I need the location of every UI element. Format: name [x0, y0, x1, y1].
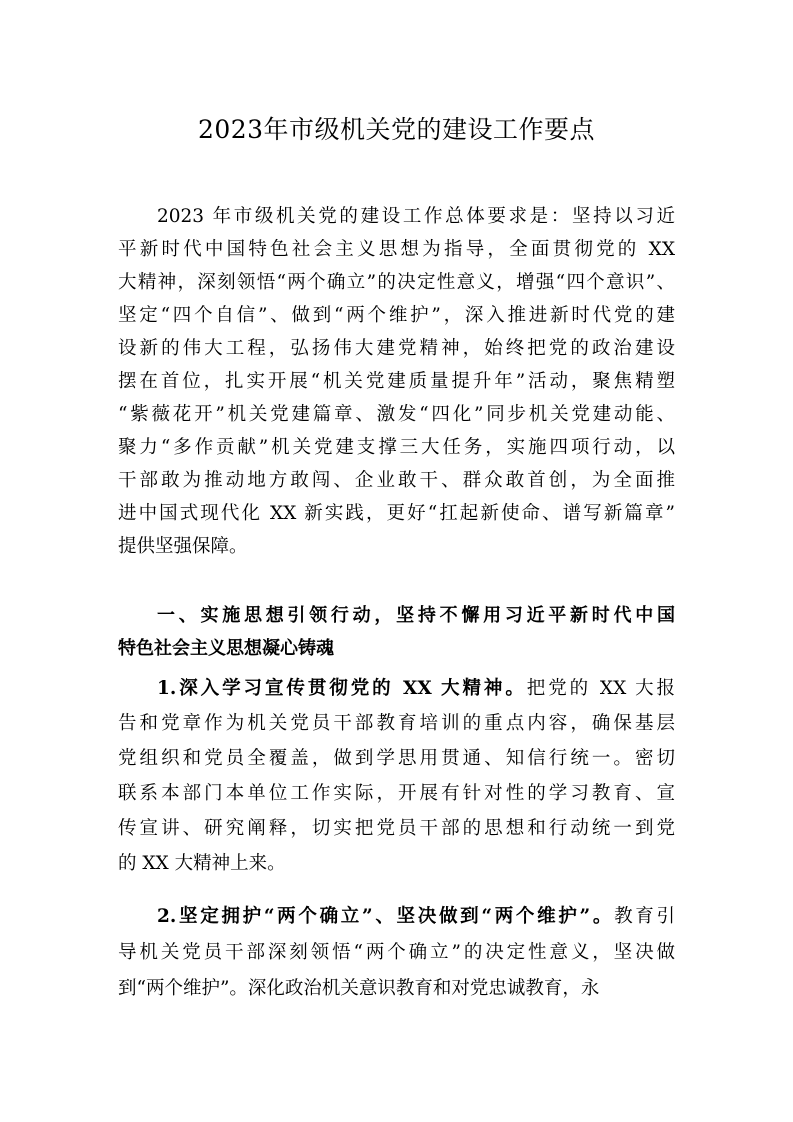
paragraph-line: 聚力“多作贡献”机关党建支撑三大任务，实施四项行动，以 — [118, 437, 675, 458]
paragraph-line: 导机关党员干部深刻领悟“两个确立”的决定性意义，坚决做 — [118, 942, 675, 963]
paragraph-line: 到“两个维护”。深化政治机关意识教育和对党忠诚教育，永 — [118, 978, 600, 999]
paragraph-line: 2023 年市级机关党的建设工作总体要求是：坚持以习近 — [157, 206, 675, 227]
paragraph-line: 摆在首位，扎实开展“机关党建质量提升年”活动，聚焦精塑 — [118, 371, 675, 392]
item-text: 把党的 XX 大报 — [526, 678, 676, 699]
section-heading-line: 特色社会主义思想凝心铸魂 — [118, 638, 334, 659]
paragraph-line — [157, 676, 675, 702]
paragraph-line: 进中国式现代化 XX 新实践，更好“扛起新使命、谱写新篇章” — [118, 503, 675, 524]
document-title: 2023年市级机关党的建设工作要点 — [197, 115, 596, 144]
paragraph-line: 大精神，深刻领悟“两个确立”的决定性意义，增强“四个意识”、 — [118, 272, 675, 293]
paragraph-line: 设新的伟大工程，弘扬伟大建党精神，始终把党的政治建设 — [118, 338, 675, 359]
paragraph-line: 提供坚强保障。 — [118, 536, 248, 557]
paragraph-line: 干部敢为推动地方敢闯、企业敢干、群众敢首创，为全面推 — [118, 470, 675, 491]
paragraph-line: 告和党章作为机关党员干部教育培训的重点内容，确保基层 — [118, 713, 675, 734]
paragraph-line: 平新时代中国特色社会主义思想为指导，全面贯彻党的 XX — [118, 239, 675, 260]
paragraph-line: 的 XX 大精神上来。 — [118, 853, 286, 874]
paragraph-line: 联系本部门本单位工作实际，开展有针对性的学习教育、宣 — [118, 783, 675, 804]
item-text: 教育引 — [614, 906, 675, 927]
paragraph-line: 坚定“四个自信”、做到“两个维护”，深入推进新时代党的建 — [118, 305, 675, 326]
paragraph-line: 传宣讲、研究阐释，切实把党员干部的思想和行动统一到党 — [118, 818, 675, 839]
item-lead: 2.坚定拥护“两个确立”、坚决做到“两个维护”。 — [157, 906, 615, 927]
paragraph-line: “紫薇花开”机关党建篇章、激发“四化”同步机关党建动能、 — [118, 404, 675, 425]
section-heading-line: 一、实施思想引领行动，坚持不懈用习近平新时代中国 — [157, 605, 675, 626]
item-lead: 1.深入学习宣传贯彻党的 XX 大精神。 — [157, 678, 527, 699]
paragraph-line: 党组织和党员全覆盖，做到学思用贯通、知信行统一。密切 — [118, 748, 675, 769]
paragraph-line — [157, 904, 675, 930]
